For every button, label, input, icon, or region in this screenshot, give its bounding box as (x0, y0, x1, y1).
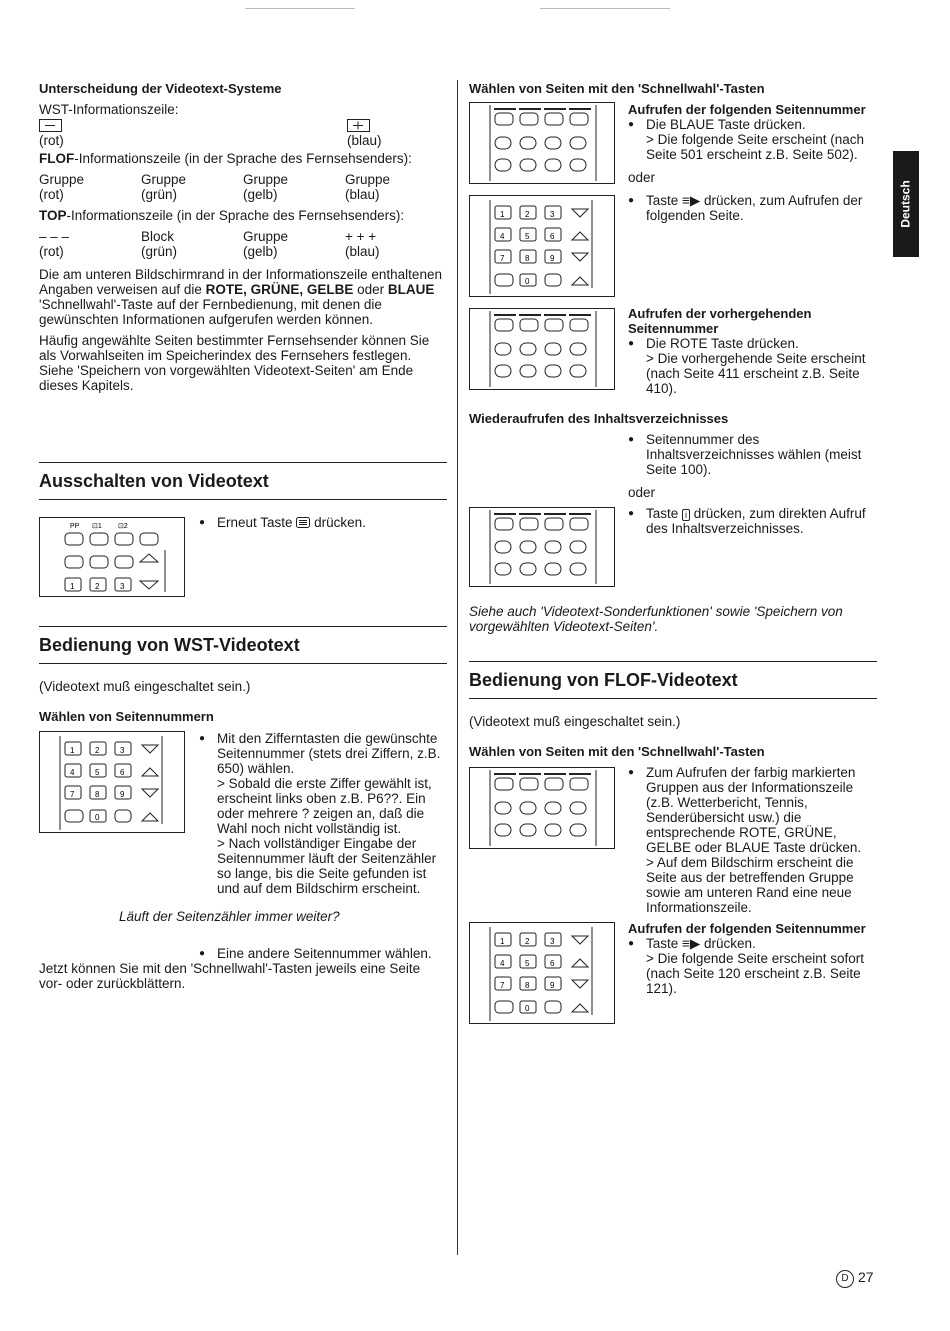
fast-prev-title: Aufrufen der vorhergehenden Seitennummer (628, 306, 812, 336)
remote-digit: 9 (550, 981, 555, 990)
remote-keys-icon (40, 732, 184, 832)
off-heading: Ausschalten von Videotext (39, 462, 447, 500)
top-prefix: TOP (39, 208, 67, 223)
wst-question: Läuft der Seitenzähler immer weiter? (119, 909, 340, 924)
page-number-value: 27 (858, 1269, 874, 1285)
remote-digit: 5 (525, 959, 530, 968)
remote-digit: 2 (95, 746, 100, 755)
systems-title: Unterscheidung der Videotext-Systeme (39, 81, 282, 96)
remote-digit: 8 (525, 981, 530, 990)
index-steps (628, 432, 878, 536)
remote-control-digits-wst (39, 731, 185, 833)
remote-digit: 6 (120, 768, 125, 777)
fast-sub: Wählen von Seiten mit den 'Schnellwahl'-Tasten (469, 81, 765, 96)
flof-steps (628, 765, 878, 915)
flof-row2 (39, 187, 447, 202)
teletext-key-icon (296, 517, 310, 528)
remote-digit: 2 (525, 210, 530, 219)
top-cell: Gruppe (243, 229, 289, 244)
remote-digit: 7 (500, 981, 505, 990)
remote-digit: 4 (70, 768, 75, 777)
wst-prefix: WST (39, 102, 69, 117)
top-cell: + + + (345, 229, 377, 244)
fast-prev-arrow: > Die vorhergehende Seite erscheint (nach Seite 411 erscheint z.B. Seite 410). (628, 351, 878, 396)
top-cell: (rot) (39, 244, 64, 259)
wst-arrow-2: > Nach vollständiger Eingabe der Seitennummer läuft der Seitenzähler so lange, bis die Seite gefunden ist und auf dem Bildschirm erscheint. (199, 836, 449, 896)
remote-control-colour-1 (469, 102, 615, 184)
wst-heading: Bedienung von WST-Videotext (39, 626, 447, 664)
remote-digit: 3 (550, 937, 555, 946)
remote-digit: 7 (500, 254, 505, 263)
remote-keys-icon (470, 103, 614, 183)
wst-example (39, 117, 447, 147)
remote-digit: 3 (550, 210, 555, 219)
remote-digit: 6 (550, 959, 555, 968)
wst-step-1: ● Mit den Zifferntasten die gewünschte Seitennummer (stets drei Ziffern, z.B. 650) wählen. (199, 731, 449, 776)
flof-arrow-1: > Auf dem Bildschirm erscheint die Seite aus der betreffenden Gruppe sowie am unteren Rand eine neue Informationszeile. (628, 855, 878, 915)
flof-row1 (39, 172, 447, 187)
flof-cell: Gruppe (345, 172, 391, 187)
flof-cell: (gelb) (243, 187, 278, 202)
text-run: oder (353, 282, 388, 297)
flof-bullet-1: ● Zum Aufrufen der farbig markierten Gruppen aus der Informationszeile (z.B. Wetterbericht, Tennis, Senderübersicht usw.) die entsprechende ROTE, GRÜNE, GELBE oder BLAUE Taste drücken. (628, 765, 878, 855)
top-line (39, 208, 447, 223)
flof-line (39, 151, 447, 166)
flof-prefix: FLOF (39, 151, 75, 166)
scan-line (245, 8, 355, 9)
index-or: oder (628, 485, 656, 500)
index-bullet-1: ● Seitennummer des Inhaltsverzeichnisses wählen (meist Seite 100). (628, 432, 878, 477)
remote-digit: 2 (525, 937, 530, 946)
flof-cell: Gruppe (243, 172, 289, 187)
remote-digit: 5 (95, 768, 100, 777)
remote-digit: 0 (95, 813, 100, 822)
text-run: Die am unteren Bildschirmrand in der Informationszeile enthaltenen Angaben verweisen auf die (39, 267, 442, 297)
remote-keys-icon (470, 196, 614, 296)
remote-digit: 3 (120, 582, 125, 591)
wst-sub: Wählen von Seitennummern (39, 709, 214, 724)
language-tab (893, 151, 919, 257)
flof-cell: (blau) (345, 187, 380, 202)
fast-next-title: Aufrufen der folgenden Seitennummer (628, 102, 866, 117)
fast-prev-bullet: ● Die ROTE Taste drücken. (628, 336, 878, 351)
wst-step-2: ● Eine andere Seitennummer wählen. (199, 946, 465, 961)
text-run: drücken. (310, 515, 366, 530)
column-divider (457, 80, 458, 1255)
remote-digit: 2 (95, 582, 100, 591)
remote-keys-icon (40, 518, 184, 596)
fast-next-bullet-2: ● Taste ≡▶ drücken, zum Aufrufen der folgenden Seite. (628, 193, 878, 223)
flof-text: -Informationszeile (in der Sprache des Fernsehsenders): (74, 151, 412, 166)
remote-digit: 1 (500, 210, 505, 219)
remote-control-colour-2 (469, 308, 615, 390)
wst-right-label: (blau) (347, 133, 382, 148)
top-row2 (39, 244, 447, 259)
top-text: -Informationszeile (in der Sprache des Fernsehsenders): (66, 208, 405, 223)
top-cell: (grün) (141, 244, 178, 259)
text-run: drücken, zum direkten Aufruf des Inhaltsverzeichnisses. (646, 506, 866, 536)
systems-paragraph-2: Häufig angewählte Seiten bestimmter Fernsehsender können Sie als Vorwahlseiten im Speicherindex des Fernsehers festlegen. Siehe 'Speichern von vorgewählten Videotext-Seiten' am Ende dieses Kapitels. (39, 333, 430, 393)
page-number (836, 1270, 874, 1288)
scan-line (540, 8, 670, 9)
fast-prev (628, 306, 878, 396)
remote-digit: 7 (70, 790, 75, 799)
top-row1 (39, 229, 447, 244)
remote-control-off (39, 517, 185, 597)
remote-keys-icon (470, 768, 614, 848)
remote-control-digits-flof (469, 922, 615, 1024)
wst-left-label: (rot) (39, 133, 64, 148)
wst-note: (Videotext muß eingeschaltet sein.) (39, 679, 251, 694)
remote-top-label: ⊡1 (92, 523, 102, 530)
flof-cell: (rot) (39, 187, 64, 202)
remote-digit: 0 (525, 277, 530, 286)
flof-next-title: Aufrufen der folgenden Seitennummer (628, 921, 866, 936)
remote-digit: 4 (500, 959, 505, 968)
flof-cell: Gruppe (39, 172, 85, 187)
remote-digit: 1 (500, 937, 505, 946)
systems-section (39, 81, 447, 393)
flof-cell: Gruppe (141, 172, 187, 187)
top-cell: – – – (39, 229, 70, 244)
index-key-icon: i (682, 509, 690, 521)
country-code-badge: D (836, 1270, 854, 1288)
fast-next (628, 102, 878, 223)
remote-control-colour-3 (469, 507, 615, 587)
remote-digit: 1 (70, 582, 75, 591)
remote-top-label: PP (70, 523, 80, 530)
flof-next-bullet: ● Taste ≡▶ drücken. (628, 936, 880, 951)
flof-note: (Videotext muß eingeschaltet sein.) (469, 714, 681, 729)
text-run-bold: BLAUE (387, 282, 435, 297)
wst-text: -Informationszeile: (68, 102, 179, 117)
index-sub: Wiederaufrufen des Inhaltsverzeichnisses (469, 411, 729, 426)
wst-end: Jetzt können Sie mit den 'Schnellwahl'-Tasten jeweils eine Seite vor- oder zurückblättern. (39, 961, 421, 991)
wst-line (39, 102, 447, 117)
remote-keys-icon (470, 309, 614, 389)
remote-digit: 5 (525, 232, 530, 241)
text-run: Taste (646, 506, 683, 521)
remote-digit: 6 (550, 232, 555, 241)
fast-next-bullet: ● Die BLAUE Taste drücken. (628, 117, 878, 132)
remote-digit: 9 (550, 254, 555, 263)
remote-digit: 8 (95, 790, 100, 799)
remote-digit: 4 (500, 232, 505, 241)
remote-keys-icon (470, 923, 614, 1023)
flof-sub: Wählen von Seiten mit den 'Schnellwahl'-Tasten (469, 744, 765, 759)
off-bullet (199, 515, 465, 530)
fast-or: oder (628, 170, 656, 185)
wst-arrow-1: > Sobald die erste Ziffer gewählt ist, erscheint links oben z.B. P6??. Ein oder mehrere ? zeigen an, daß die Wahl noch nicht vollständig ist. (199, 776, 449, 836)
wst-steps (199, 731, 449, 896)
text-run: 'Schnellwahl'-Taste auf der Fernbedienung, mit denen die gewünschten Informationen aufgerufen werden können. (39, 297, 382, 327)
language-tab-label: Deutsch (898, 180, 913, 228)
remote-control-colour-4 (469, 767, 615, 849)
flof-heading: Bedienung von FLOF-Videotext (469, 661, 877, 699)
systems-paragraph-1 (39, 267, 447, 327)
fast-next-arrow: > Die folgende Seite erscheint (nach Seite 501 erscheint z.B. Seite 502). (628, 132, 878, 162)
remote-digit: 3 (120, 746, 125, 755)
remote-digit: 0 (525, 1004, 530, 1013)
see-also: Siehe auch 'Videotext-Sonderfunktionen' sowie 'Speichern von vorgewählten Videotext-Seiten'. (469, 604, 843, 634)
remote-digit: 1 (70, 746, 75, 755)
remote-keys-icon (470, 508, 614, 586)
top-cell: (gelb) (243, 244, 278, 259)
text-run-bold: ROTE, GRÜNE, GELBE (205, 282, 354, 297)
remote-control-digits-right (469, 195, 615, 297)
remote-top-label: ⊡2 (118, 523, 128, 530)
flof-next-arrow: > Die folgende Seite erscheint sofort (nach Seite 120 erscheint z.B. Seite 121). (628, 951, 880, 996)
remote-digit: 8 (525, 254, 530, 263)
flof-next (628, 921, 880, 996)
index-bullet-2 (628, 506, 878, 536)
text-run: Erneut Taste (217, 515, 297, 530)
top-cell: (blau) (345, 244, 380, 259)
remote-digit: 9 (120, 790, 125, 799)
minus-key-icon (39, 119, 63, 133)
top-cell: Block (141, 229, 175, 244)
flof-cell: (grün) (141, 187, 178, 202)
plus-key-icon (347, 119, 371, 133)
